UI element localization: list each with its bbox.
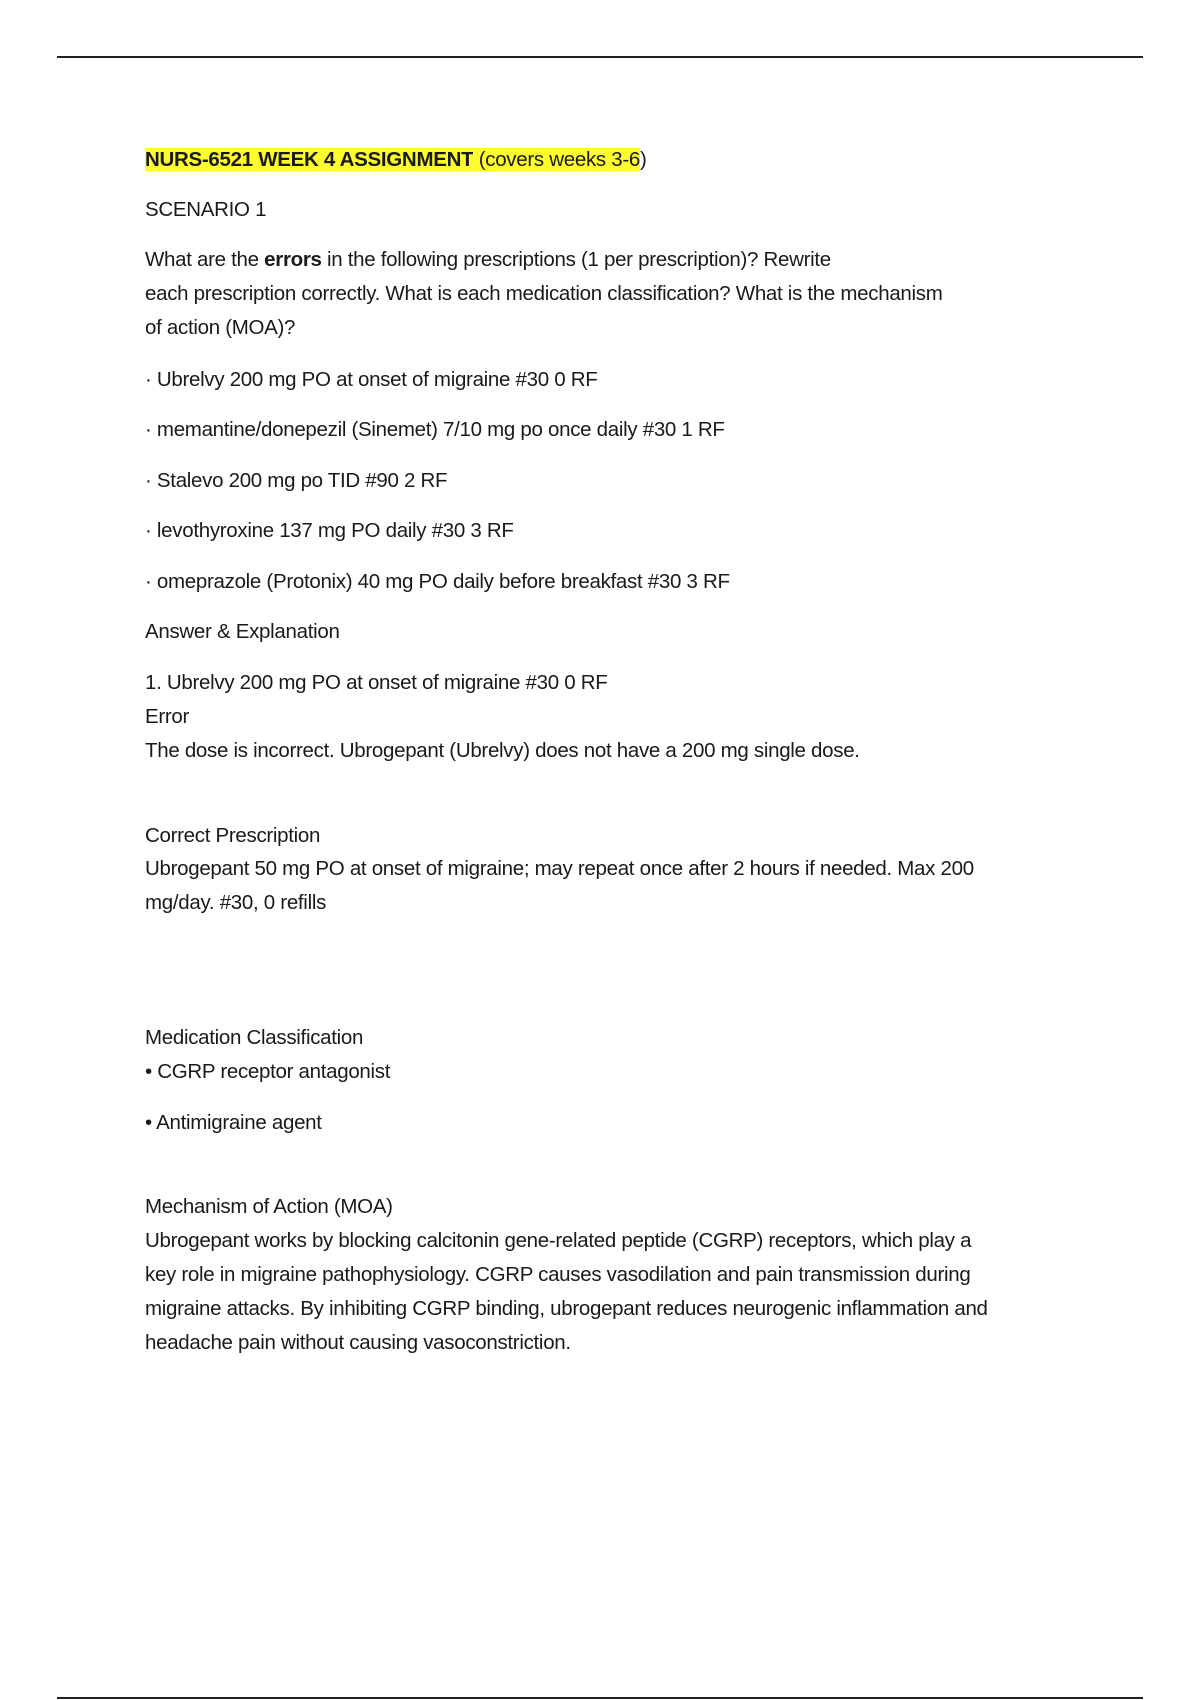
classification-item: • CGRP receptor antagonist [145, 1060, 391, 1083]
question-bold: errors [264, 248, 322, 271]
error-label: Error [145, 705, 190, 728]
correct-prescription-line: mg/day. #30, 0 refills [145, 891, 327, 914]
bottom-rule [57, 1697, 1143, 1699]
moa-line: headache pain without causing vasoconstriction. [145, 1331, 571, 1354]
scenario-label: SCENARIO 1 [145, 198, 267, 221]
moa-line: migraine attacks. By inhibiting CGRP binding, ubrogepant reduces neurogenic inflammation and [145, 1297, 988, 1320]
answer1-heading: 1. Ubrelvy 200 mg PO at onset of migraine #30 0 RF [145, 671, 608, 694]
title-close-paren: ) [639, 148, 647, 171]
classification-item: • Antimigraine agent [145, 1111, 322, 1134]
correct-prescription-label: Correct Prescription [145, 824, 321, 847]
title-covers: (covers weeks 3-6 [478, 148, 640, 171]
prescription-item: · levothyroxine 137 mg PO daily #30 3 RF [145, 519, 514, 542]
question-line-2: each prescription correctly. What is each medication classification? What is the mechanism [145, 282, 943, 305]
prescription-item: · memantine/donepezil (Sinemet) 7/10 mg po once daily #30 1 RF [145, 418, 725, 441]
prescription-item: · omeprazole (Protonix) 40 mg PO daily before breakfast #30 3 RF [145, 570, 730, 593]
question-line-1 [145, 247, 831, 273]
classification-label: Medication Classification [145, 1026, 364, 1049]
title-course: NURS-6521 WEEK 4 ASSIGNMENT [145, 148, 474, 171]
moa-line: key role in migraine pathophysiology. CGRP causes vasodilation and pain transmission during [145, 1263, 971, 1286]
question-part1: What are the [145, 248, 265, 271]
moa-label: Mechanism of Action (MOA) [145, 1195, 393, 1218]
prescription-item: · Ubrelvy 200 mg PO at onset of migraine #30 0 RF [145, 368, 598, 391]
correct-prescription-line: Ubrogepant 50 mg PO at onset of migraine; may repeat once after 2 hours if needed. Max 200 [145, 857, 974, 880]
moa-line: Ubrogepant works by blocking calcitonin gene-related peptide (CGRP) receptors, which play a [145, 1229, 972, 1252]
title-covers-gap [473, 148, 478, 171]
question-line-3: of action (MOA)? [145, 316, 296, 339]
document-title [145, 147, 647, 173]
question-part2: in the following prescriptions (1 per prescription)? Rewrite [321, 248, 831, 271]
top-rule [57, 56, 1143, 58]
answer-heading: Answer & Explanation [145, 620, 340, 643]
error-text: The dose is incorrect. Ubrogepant (Ubrelvy) does not have a 200 mg single dose. [145, 739, 860, 762]
prescription-item: · Stalevo 200 mg po TID #90 2 RF [145, 469, 448, 492]
